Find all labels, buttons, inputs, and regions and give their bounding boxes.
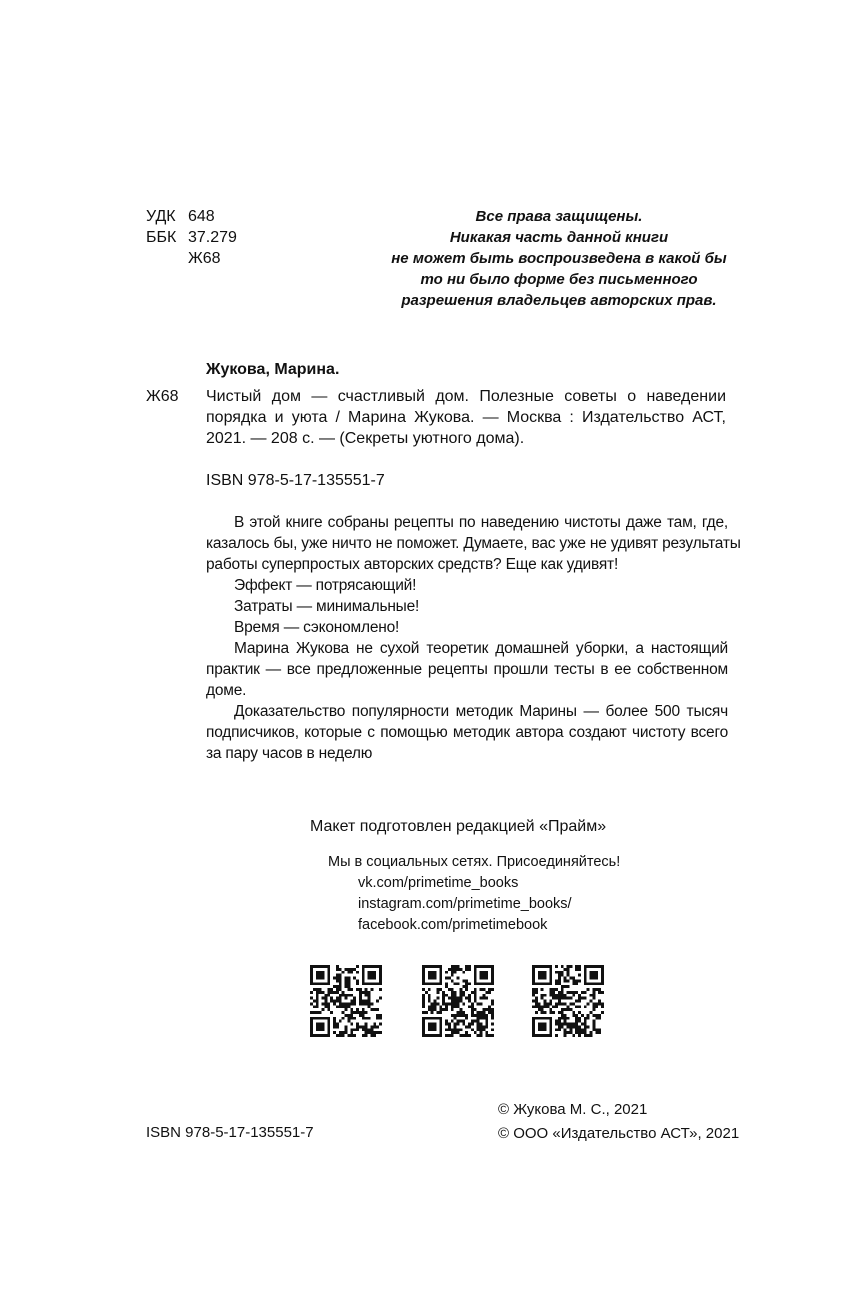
annotation-line: Затраты — минимальные! xyxy=(234,598,420,615)
annotation-line: практик — все предложенные рецепты прошли тесты в ее собственном xyxy=(206,661,728,678)
annotation-line: казалось бы, уже ничто не поможет. Думаете, вас уже не удивят результаты xyxy=(206,535,741,552)
annotation-line: за пару часов в неделю xyxy=(206,745,373,762)
annotation-line: Эффект — потрясающий! xyxy=(234,577,417,594)
classification-codes xyxy=(146,206,266,269)
annotation-line: Марина Жукова не сухой теоретик домашней уборки, а настоящий xyxy=(234,640,728,657)
isbn: ISBN 978-5-17-135551-7 xyxy=(206,472,385,489)
bib-line: порядка и уюта / Марина Жукова. — Москва : Издательство АСТ, xyxy=(206,409,726,426)
udk-row xyxy=(146,206,266,227)
rights-notice xyxy=(380,206,738,311)
social-link-facebook[interactable]: facebook.com/primetimebook xyxy=(358,917,548,933)
annotation-line: В этой книге собраны рецепты по наведению чистоты даже там, где, xyxy=(234,514,728,531)
footer-isbn: ISBN 978-5-17-135551-7 xyxy=(146,1124,314,1141)
author-mark: Ж68 xyxy=(146,388,179,405)
copyright-block xyxy=(498,1098,739,1146)
bib-line: 2021. — 208 с. — (Секреты уютного дома). xyxy=(206,430,525,447)
rights-line: разрешения владельцев авторских прав. xyxy=(401,292,717,309)
annotation-line: подписчиков, которые с помощью методик автора создают чистоту всего xyxy=(206,724,728,741)
copyright-publisher: © ООО «Издательство АСТ», 2021 xyxy=(498,1125,740,1142)
layout-credit: Макет подготовлен редакцией «Прайм» xyxy=(310,818,607,835)
social-link-vk[interactable]: vk.com/primetime_books xyxy=(358,875,519,891)
bibliographic-description xyxy=(206,386,726,449)
author-mark-row xyxy=(146,248,266,269)
bib-line: Чистый дом — счастливый дом. Полезные советы о наведении xyxy=(206,388,726,405)
udk-label: УДК xyxy=(146,208,176,225)
rights-line: не может быть воспроизведена в какой бы xyxy=(391,250,727,267)
social-block xyxy=(328,852,620,936)
social-link-instagram[interactable]: instagram.com/primetime_books/ xyxy=(358,896,572,912)
bbk-value: 37.279 xyxy=(188,229,237,246)
rights-line: то ни было форме без письменного xyxy=(420,271,698,288)
annotation-line: Время — сэкономлено! xyxy=(234,619,400,636)
bbk-label: ББК xyxy=(146,229,177,246)
bbk-row xyxy=(146,227,266,248)
rights-line: Все права защищены. xyxy=(475,208,643,225)
qr-code-vk-icon xyxy=(310,965,382,1037)
author-mark-value: Ж68 xyxy=(188,250,221,267)
qr-code-instagram-icon xyxy=(422,965,494,1037)
copyright-author: © Жукова М. С., 2021 xyxy=(498,1101,648,1118)
annotation-line: Доказательство популярности методик Марины — более 500 тысяч xyxy=(234,703,728,720)
annotation-line: доме. xyxy=(206,682,247,699)
annotation-line: работы суперпростых авторских средств? Еще как удивят! xyxy=(206,556,619,573)
rights-line: Никакая часть данной книги xyxy=(449,229,669,246)
annotation xyxy=(206,512,741,764)
social-heading: Мы в социальных сетях. Присоединяйтесь! xyxy=(328,854,621,870)
udk-value: 648 xyxy=(188,208,215,225)
author-heading: Жукова, Марина. xyxy=(206,361,340,378)
qr-code-facebook-icon xyxy=(532,965,604,1037)
